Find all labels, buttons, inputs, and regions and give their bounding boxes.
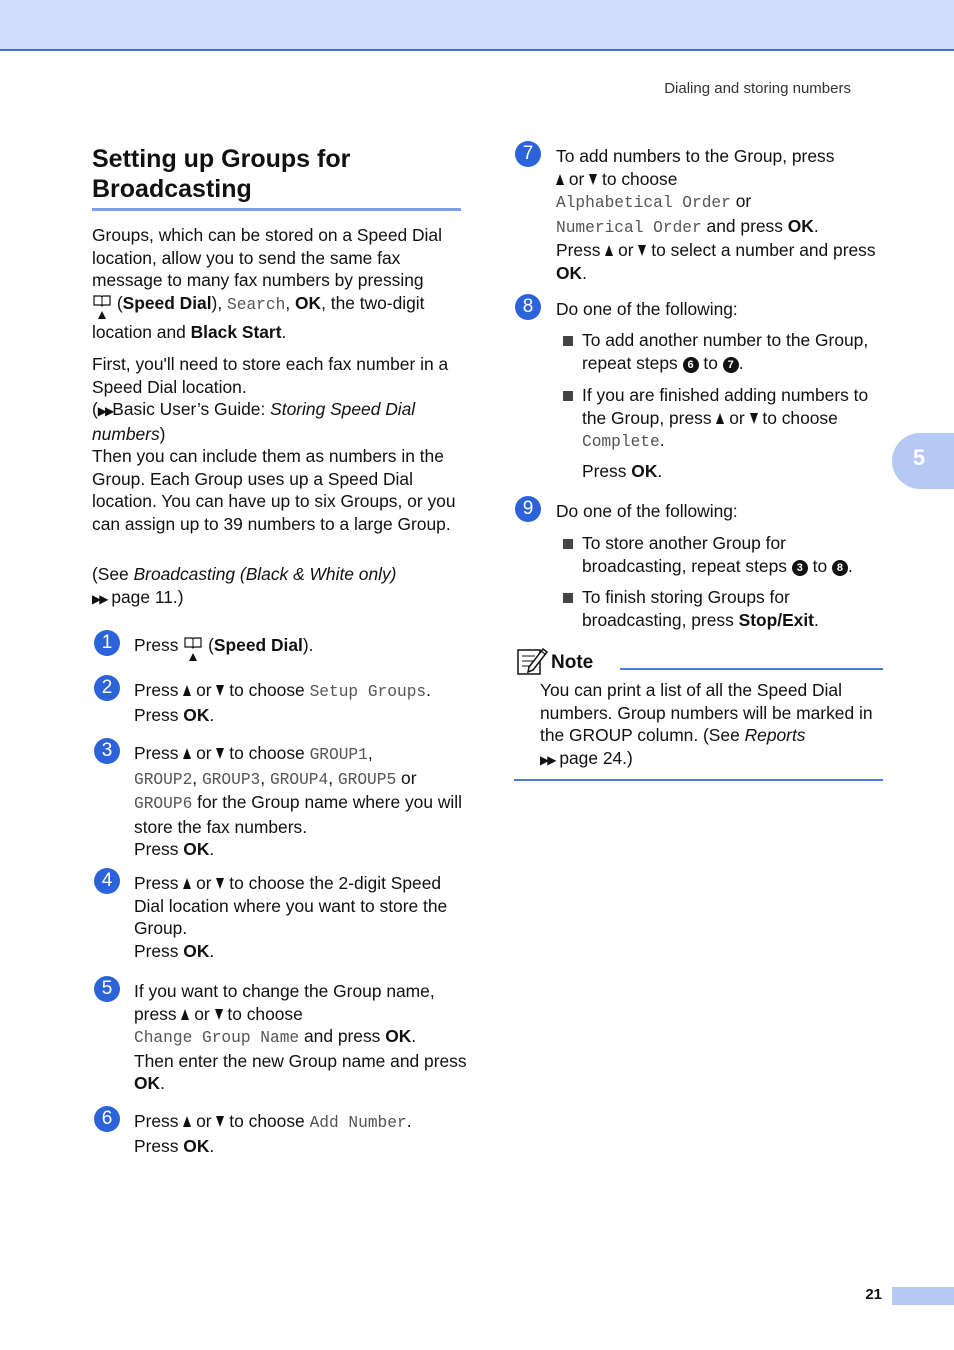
chapter-number: 5	[912, 445, 926, 470]
or-word: or	[735, 191, 752, 211]
note-body: You can print a list of all the Speed Dial numbers. Group numbers will be marked in the GROUP column. (See	[540, 680, 873, 745]
or-word: or	[729, 407, 745, 428]
press-word: Press	[134, 839, 179, 859]
menu-add-number: Add Number	[309, 1114, 407, 1132]
page-number: 21	[865, 1286, 882, 1303]
menu-change-group-name: Change Group Name	[134, 1029, 300, 1047]
or-word: or	[196, 873, 212, 893]
press-word: Press	[134, 940, 179, 961]
to-choose: to choose	[229, 1111, 305, 1131]
up-arrow-icon	[183, 685, 191, 696]
up-arrow-icon	[605, 245, 613, 256]
press-word: Press	[134, 704, 179, 725]
menu-complete: Complete	[582, 433, 660, 451]
up-arrow-icon	[556, 174, 564, 185]
ok-key: OK	[183, 704, 210, 725]
intro-paragraph-2: First, you'll need to store each fax number in a Speed Dial location. (▶▶Basic User’s Guide: Storing Speed Dial numbers) Then you can include them as numbers in the Group. Each Group uses up a Speed Dial location. You can have up to six Groups, or you can assign up to 39 numbers to a large Group.	[92, 354, 456, 534]
section-title-line1: Setting up Groups for	[92, 145, 351, 173]
up-arrow-icon	[181, 1009, 189, 1020]
step-text: Press or to choose the 2-digit Speed Dial location where you want to store the Group. Press OK.	[134, 873, 448, 961]
up-arrow-icon	[183, 1116, 191, 1127]
ok-key: OK	[183, 1135, 210, 1156]
speed-dial-key: Speed Dial	[213, 635, 303, 655]
menu-setup-groups: Setup Groups	[309, 683, 427, 701]
step-number: 4	[94, 868, 120, 894]
step-number: 5	[94, 976, 120, 1002]
step-text: Press or to choose GROUP1, GROUP2, GROUP3, GROUP4, GROUP5 or GROUP6 for the Group name where you will store the fax numbers. Press OK.	[134, 743, 462, 859]
or-word: or	[194, 1003, 210, 1024]
step-text: Press (Speed Dial).	[134, 634, 469, 663]
down-arrow-icon	[216, 685, 224, 696]
bullet-square	[563, 336, 573, 346]
to-choose: to choose	[229, 743, 305, 763]
step-text: If you want to change the Group name, press or to choose Change Group Name and press OK. Then enter the new Group name and press OK.	[134, 981, 467, 1093]
note-pencil-icon	[515, 645, 549, 677]
intro-p2-rest: Then you can include them as numbers in the Group. Each Group uses up a Speed Dial location. You can have up to six Groups, or you can assign up to 39 numbers to a large Group.	[92, 446, 456, 534]
step-number: 7	[515, 141, 541, 167]
title-underline	[92, 208, 461, 211]
intro-paragraph-3	[92, 563, 464, 610]
speed-dial-book-icon	[92, 293, 112, 321]
ok-key: OK	[787, 215, 814, 236]
step-ref-3: 3	[792, 560, 808, 576]
section-title	[92, 144, 462, 204]
step-number: 6	[94, 1106, 120, 1132]
up-arrow-icon	[716, 413, 724, 424]
or-word: or	[401, 767, 417, 788]
bullet-item: If you are finished adding numbers to the Group, press or to choose Complete.	[582, 384, 887, 454]
menu-group6: GROUP6	[134, 795, 193, 813]
bullet-item: To finish storing Groups for broadcasting, press Stop/Exit.	[582, 586, 887, 631]
bullet-continuation: Press OK.	[582, 461, 663, 481]
to-choose: to choose	[227, 1003, 303, 1024]
press-word: Press	[134, 680, 179, 700]
step-ref-8: 8	[832, 560, 848, 576]
step-text: Press or to choose Add Number. Press OK.	[134, 1111, 412, 1156]
step-lead: If you want to change the Group name, press	[134, 981, 435, 1024]
ref-title: Storing Speed Dial numbers	[92, 399, 416, 444]
intro-mid-text: , the two-digit location and	[92, 292, 425, 342]
see-page: page 11.)	[111, 586, 184, 607]
double-arrow-icon: ▶▶	[97, 404, 113, 418]
up-arrow-icon	[183, 748, 191, 759]
note-page-ref: page 24.)	[559, 747, 633, 768]
press-word: Press	[134, 873, 179, 893]
or-word: or	[196, 680, 212, 700]
section-title-line2: Broadcasting	[92, 175, 252, 203]
down-arrow-icon	[215, 1009, 223, 1020]
footer-bar	[892, 1287, 954, 1305]
to-choose: to choose	[762, 407, 838, 428]
ok-key: OK	[385, 1026, 412, 1046]
ok-key: OK	[294, 292, 322, 313]
step-number: 8	[515, 294, 541, 320]
step-text: To add numbers to the Group, press or to choose Alphabetical Order or Numerical Order and press OK. Press or to select a number and press OK.	[556, 146, 876, 283]
stop-exit-key: Stop/Exit	[738, 609, 814, 630]
press-word: Press	[134, 1111, 179, 1131]
menu-numerical-order: Numerical Order	[556, 218, 702, 237]
intro-text: Groups, which can be stored on a Speed Dial location, allow you to send the same fax message to many fax numbers by pressing	[92, 225, 442, 290]
ok-key: OK	[183, 839, 210, 859]
note-rule-bottom	[514, 779, 883, 781]
see-prefix: (See	[92, 564, 134, 584]
menu-group2: GROUP2	[134, 770, 193, 789]
step-number: 9	[515, 496, 541, 522]
bullet-square	[563, 391, 573, 401]
menu-group5: GROUP5	[337, 770, 397, 789]
step-tail: to choose the 2-digit Speed Dial location where you want to store the Group.	[134, 873, 448, 938]
bullet-item: To add another number to the Group, repeat steps 6 to 7 .	[582, 329, 887, 374]
step-ref-6: 6	[683, 357, 699, 373]
step-text: Do one of the following:	[556, 501, 738, 521]
header-bar	[0, 0, 954, 51]
step-tail: for the Group name where you will store the fax numbers.	[134, 792, 462, 837]
ok-key: OK	[631, 461, 658, 481]
step-text: Press or to choose Setup Groups. Press OK.	[134, 680, 431, 725]
up-arrow-icon	[183, 878, 191, 889]
black-start-key: Black Start	[190, 321, 282, 342]
running-header: Dialing and storing numbers	[664, 80, 851, 97]
double-arrow-icon: ▶▶	[92, 591, 107, 606]
note-rule-top	[620, 668, 883, 670]
note-text	[540, 679, 885, 771]
speed-dial-book-icon	[183, 635, 203, 663]
down-arrow-icon	[216, 1116, 224, 1127]
down-arrow-icon	[750, 413, 758, 424]
intro-paragraph-1: Groups, which can be stored on a Speed Dial location, allow you to send the same fax message to many fax numbers by pressing (Speed Dial), Search, OK, the two-digit location and Black Start.	[92, 225, 442, 342]
bullet-text: To finish storing Groups for broadcasting, press	[582, 587, 790, 630]
see-ref-title: Broadcasting (Black & White only)	[133, 564, 397, 584]
bullet-square	[563, 539, 573, 549]
bullet-text: To store another Group for broadcasting, repeat steps	[582, 533, 787, 576]
ok-key: OK	[556, 262, 583, 283]
step-text: Do one of the following:	[556, 299, 738, 319]
step-ref-7: 7	[723, 357, 739, 373]
menu-group1: GROUP1	[309, 746, 368, 764]
down-arrow-icon	[589, 174, 597, 185]
down-arrow-icon	[638, 245, 646, 256]
ok-key: OK	[183, 940, 210, 961]
or-word: or	[568, 168, 585, 189]
press-word: Press	[582, 461, 627, 481]
down-arrow-icon	[216, 878, 224, 889]
press-word: Press	[134, 743, 179, 763]
to-choose: to choose	[602, 168, 678, 189]
menu-group4: GROUP4	[269, 770, 329, 789]
note-ref-title: Reports	[744, 725, 806, 745]
step-number: 3	[94, 738, 120, 764]
step-tail: Then enter the new Group name and press	[134, 1050, 467, 1071]
search-menu-text: Search	[227, 295, 286, 314]
bullet-item: To store another Group for broadcasting, repeat steps 3 to 8 .	[582, 532, 887, 577]
bullet-text: To add another number to the Group, repeat steps	[582, 330, 869, 373]
bullet-text: If you are finished adding numbers to the Group, press	[582, 385, 869, 428]
ref-prefix: Basic User’s Guide:	[112, 399, 271, 419]
step-lead: To add numbers to the Group, press	[556, 146, 835, 166]
or-word: or	[196, 1111, 212, 1131]
chapter-tab	[892, 433, 954, 489]
press-word: Press	[556, 240, 601, 260]
step-number: 2	[94, 675, 120, 701]
note-title: Note	[551, 652, 594, 673]
step-tail: to select a number and press	[651, 240, 876, 260]
press-word: Press	[134, 1135, 179, 1156]
or-word: or	[196, 743, 212, 763]
menu-alphabetical-order: Alphabetical Order	[556, 194, 731, 212]
speed-dial-key: Speed Dial	[122, 292, 212, 313]
double-arrow-icon: ▶▶	[540, 752, 555, 767]
press-word: Press	[134, 635, 179, 655]
bullet-square	[563, 593, 573, 603]
to-choose: to choose	[229, 680, 305, 700]
ok-key: OK	[134, 1073, 161, 1093]
step-number: 1	[94, 630, 120, 656]
down-arrow-icon	[216, 748, 224, 759]
intro-p2-line: First, you'll need to store each fax number in a Speed Dial location.	[92, 354, 449, 397]
or-word: or	[618, 240, 634, 260]
menu-group3: GROUP3	[201, 770, 261, 789]
